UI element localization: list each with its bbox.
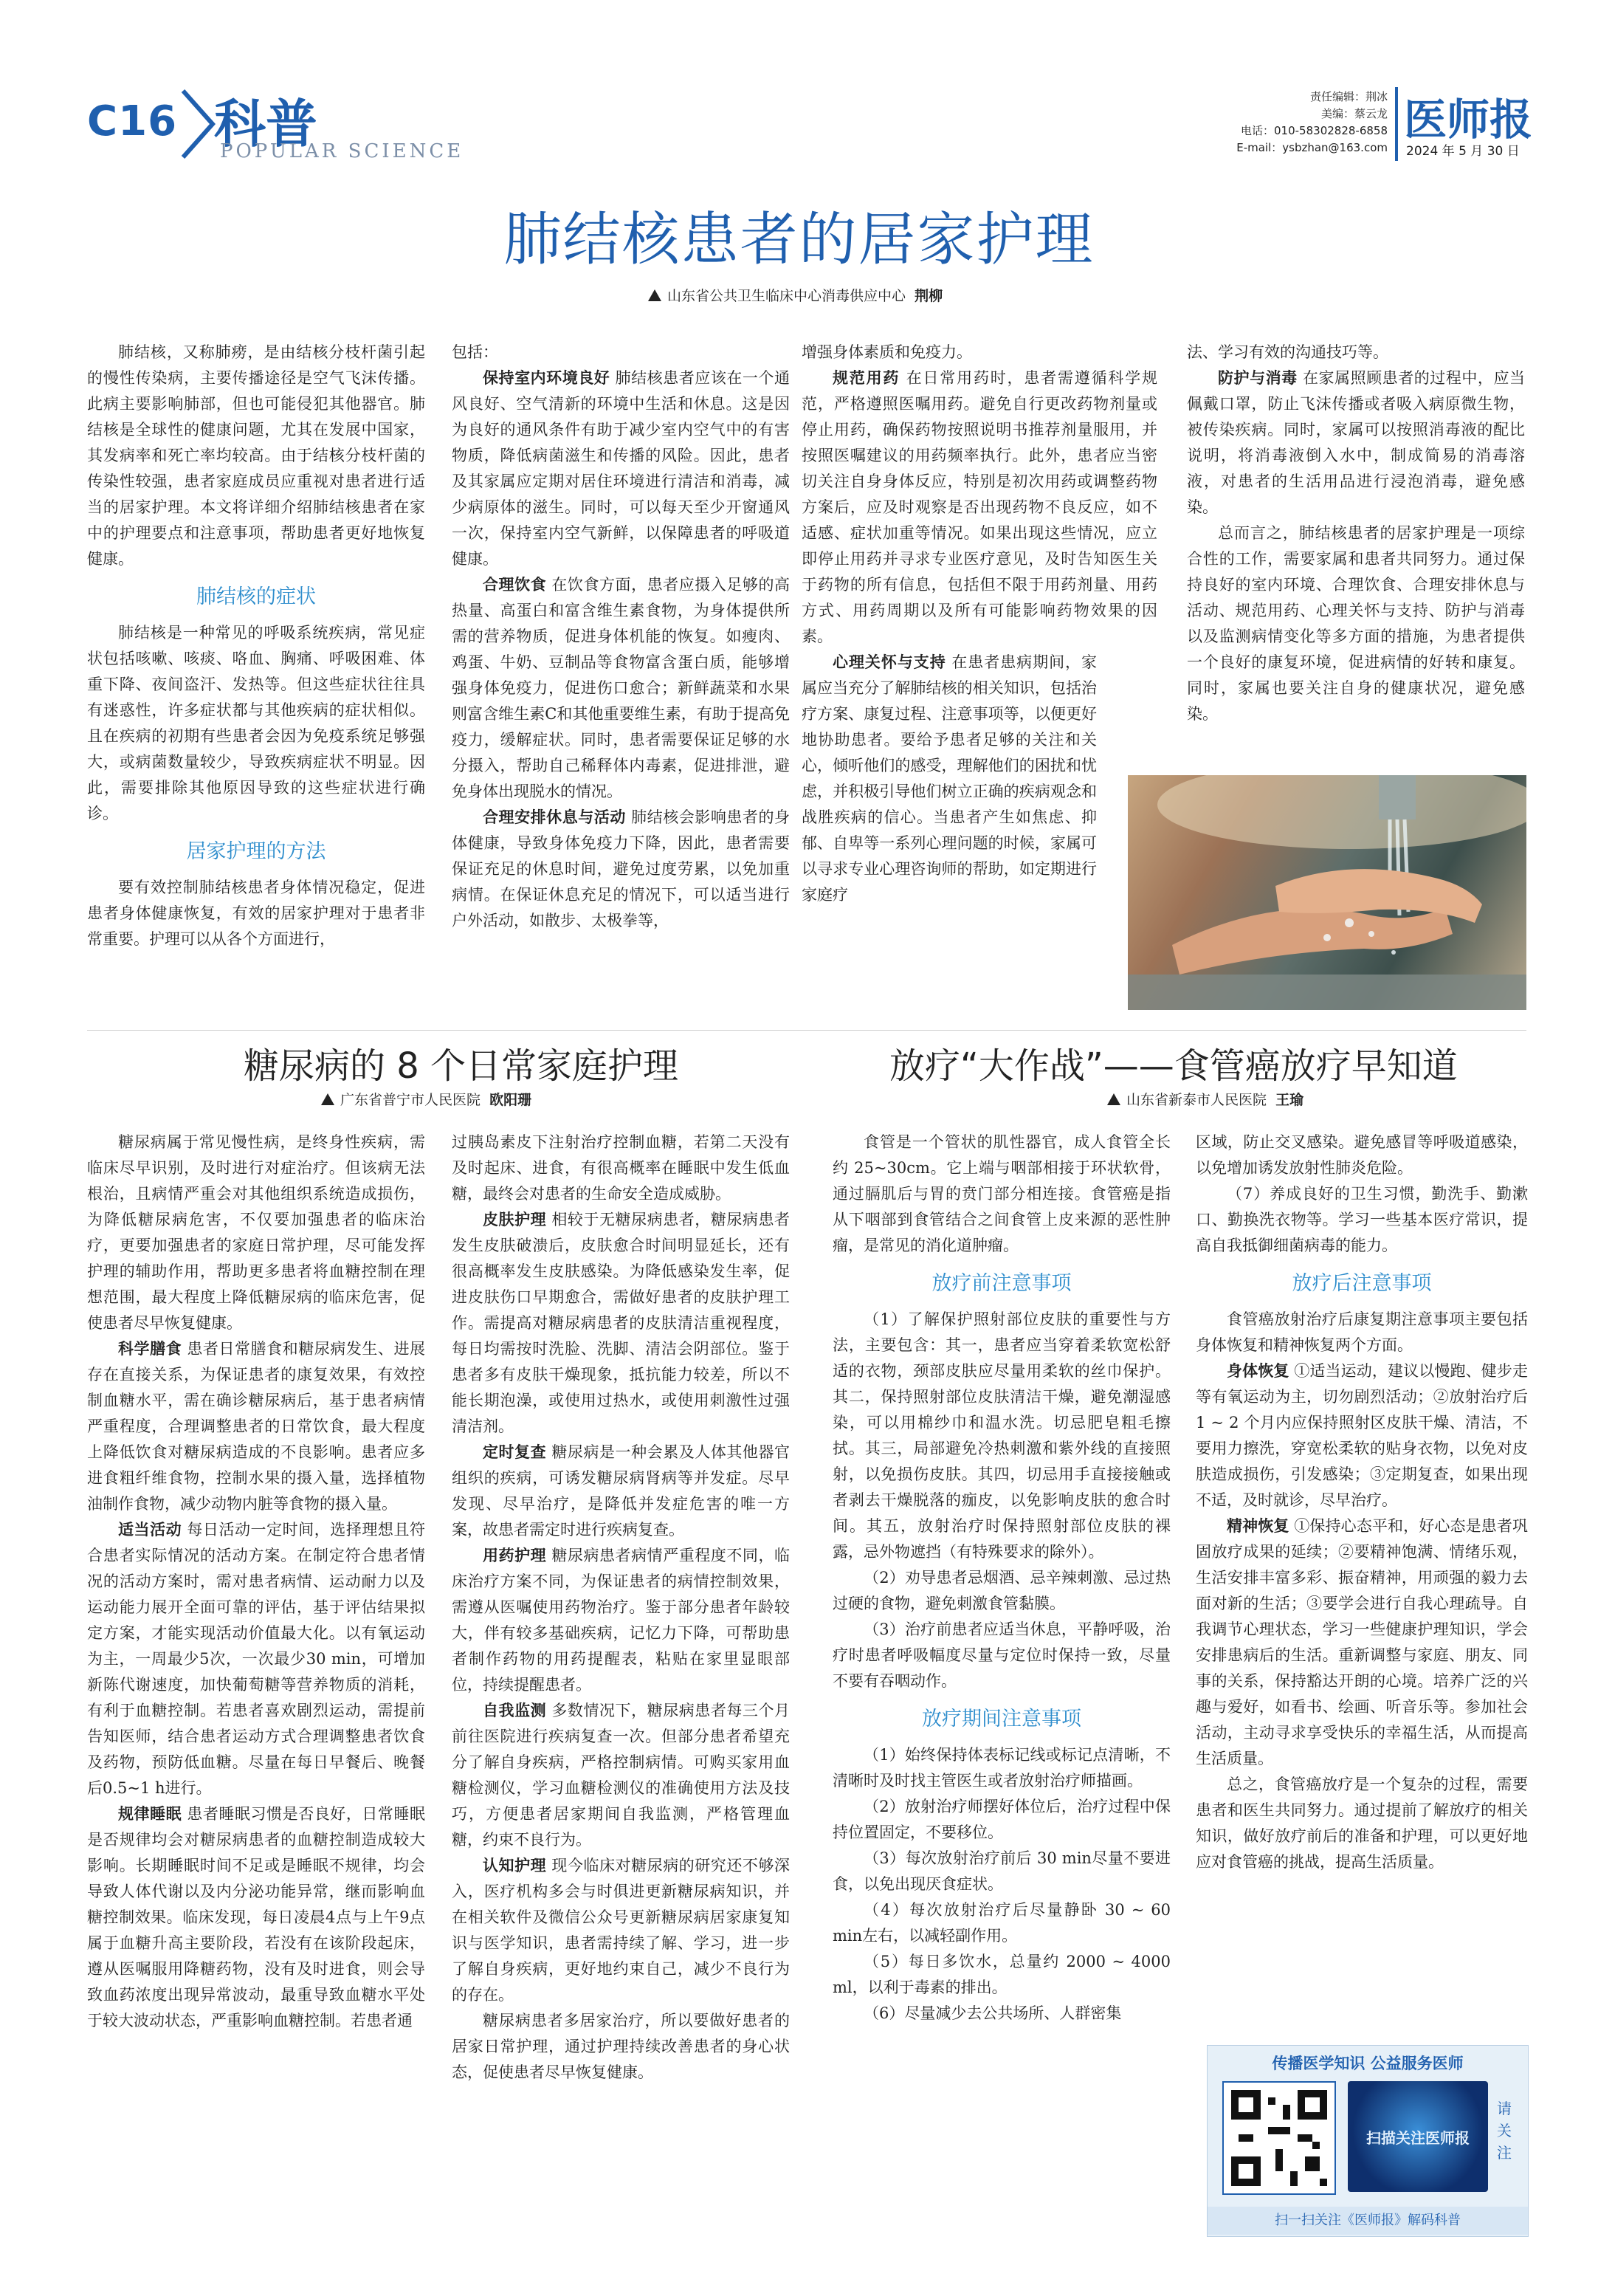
article-byline <box>648 285 943 305</box>
paragraph: 总之，食管癌放疗是一个复杂的过程，需要患者和医生共同努力。通过提前了解放疗的相关知识，做好放疗前后的准备和护理，可以更好地应对食管癌的挑战，提高生活质量。 <box>1196 1776 1528 1871</box>
article-title: 肺结核患者的居家护理 <box>503 207 1095 273</box>
promo-heading: 传播医学知识 公益服务医师 <box>1272 2055 1464 2072</box>
section-subtitle: POPULAR SCIENCE <box>220 140 464 162</box>
paragraph: 认知护理 现今临床对糖尿病的研究还不够深入，医疗机构多会与时俱进更新糖尿病知识，并在相关软件及微信公众号更新糖尿病居家康复知识与医学知识，患者需持续了解、学习，进一步了解自身疾病，更好地约束自己，减少不良行为的存在。 <box>452 1857 790 2004</box>
article-column <box>802 340 1157 908</box>
byline-org: 广东省普宁市人民医院 <box>340 1092 481 1108</box>
paragraph-lead: 认知护理 <box>483 1857 547 1874</box>
paragraph: 保持室内环境良好 肺结核患者应该在一个通风良好、空气清新的环境中生活和休息。这是因为良好的通风条件有助于减少室内空气中的有害物质，降低病菌滋生和传播的风险。因此，患者及其家属应定期对居住环境进行清洁和消毒，减少病原体的滋生。同时，可以每天至少开窗通风一次，保持室内空气新鲜，以保障患者的呼吸道健康。 <box>452 369 790 568</box>
paragraph: （1）始终保持体表标记线或标记点清晰，不清晰时及时找主管医生或者放射治疗师描画。 <box>833 1746 1171 1790</box>
section-heading: 肺结核的症状 <box>196 585 316 608</box>
editor-credit: 责任编辑：荆冰 <box>1309 90 1388 103</box>
paragraph-lead: 合理饮食 <box>483 576 547 594</box>
qr-code[interactable] <box>1222 2081 1336 2195</box>
byline-author: 欧阳珊 <box>489 1092 532 1108</box>
paragraph: 糖尿病患者多居家治疗，所以要做好患者的居家日常护理，通过护理持续改善患者的身心状态，促使患者尽早恢复健康。 <box>452 2012 790 2081</box>
article-byline <box>321 1089 531 1109</box>
paragraph-lead: 定时复查 <box>483 1443 547 1461</box>
article-column <box>87 1130 425 2034</box>
triangle-icon <box>648 289 661 301</box>
paragraph-lead: 心理关怀与支持 <box>833 653 946 671</box>
promo-box <box>1207 2045 1529 2237</box>
paragraph: （5）每日多饮水，总量约 2000 ~ 4000 ml，以利于毒素的排出。 <box>833 1953 1171 1996</box>
paragraph: 过胰岛素皮下注射治疗控制血糖，若第二天没有及时起床、进食，有很高概率在睡眠中发生低血糖，最终会对患者的生命安全造成威胁。 <box>452 1133 790 1203</box>
paragraph: （2）放射治疗师摆好体位后，治疗过程中保持位置固定，不要移位。 <box>833 1798 1171 1841</box>
paragraph: （1）了解保护照射部位皮肤的重要性与方法，主要包含：其一，患者应当穿着柔软宽松舒适的衣物，颈部皮肤应尽量用柔软的丝巾保护。其二，保持照射部位皮肤清洁干燥，避免潮湿感染，可以用棉纱巾和温水洗。切忌肥皂粗毛擦拭。其三，局部避免冷热刺激和紫外线的直接照射，以免损伤皮肤。其四，切忌用手直接接触或者剥去干燥脱落的痂皮，以免影响皮肤的愈合时间。其五，放射治疗时保持照射部位皮肤的裸露，忌外物遮挡（有特殊要求的除外）。 <box>833 1310 1171 1561</box>
paragraph: 合理饮食 在饮食方面，患者应摄入足够的高热量、高蛋白和富含维生素食物，为身体提供所需的营养物质，促进身体机能的恢复。如瘦肉、鸡蛋、牛奶、豆制品等食物富含蛋白质，能够增强身体免疫力，促进伤口愈合；新鲜蔬菜和水果则富含维生素C和其他重要维生素，有助于提高免疫力，缓解症状。同时，患者需要保证足够的水分摄入，帮助自己稀释体内毒素，促进排泄，避免身体出现脱水的情况。 <box>452 576 790 800</box>
byline-author: 荆柳 <box>915 288 943 304</box>
paragraph: 法、学习有效的沟通技巧等。 <box>1187 343 1388 361</box>
phone: 电话：010-58302828-6858 <box>1241 124 1388 137</box>
issue-date: 2024 年 5 月 30 日 <box>1406 144 1520 159</box>
paragraph: （6）尽量减少去公共场所、人群密集 <box>864 2004 1122 2022</box>
paragraph: 食管是一个管状的肌性器官，成人食管全长约 25~30cm。它上端与咽部相接于环状软骨，通过膈肌后与胃的贲门部分相连接。食管癌是指从下咽部到食管结合之间食管上皮来源的恶性肿瘤，是常见的消化道肿瘤。 <box>833 1133 1171 1254</box>
paragraph: 食管癌放射治疗后康复期注意事项主要包括身体恢复和精神恢复两个方面。 <box>1196 1310 1528 1354</box>
paragraph: 自我监测 多数情况下，糖尿病患者每三个月前往医院进行疾病复查一次。但部分患者希望充分了解自身疾病，严格控制病情。可购买家用血糖检测仪，学习血糖检测仪的准确使用方法及技巧，方便患者居家期间自我监测，严格管理血糖，约束不良行为。 <box>452 1702 790 1849</box>
promo-caption: 扫一扫关注《医师报》解码科普 <box>1208 2207 1528 2235</box>
paragraph: 总而言之，肺结核患者的居家护理是一项综合性的工作，需要家属和患者共同努力。通过保持良好的室内环境、合理饮食、合理安排休息与活动、规范用药、心理关怀与支持、防护与消毒以及监测病情变化等多方面的措施，为患者提供一个良好的康复环境，促进病情的好转和康复。同时，家属也要关注自身的健康状况，避免感染。 <box>1187 524 1525 723</box>
byline-org: 山东省公共卫生临床中心消毒供应中心 <box>667 288 906 304</box>
paragraph: 防护与消毒 在家属照顾患者的过程中，应当佩戴口罩，防止飞沫传播或者吸入病原微生物，被传染疾病。同时，家属可以按照消毒液的配比说明，将消毒液倒入水中，制成简易的消毒溶液，对患者的生活用品进行浸泡消毒，避免感染。 <box>1187 369 1525 516</box>
qr-code-icon <box>1224 2083 1334 2193</box>
paragraph: 皮肤护理 相较于无糖尿病患者，糖尿病患者发生皮肤破溃后，皮肤愈合时间明显延长，还有很高概率发生皮肤感染。为降低感染发生率，促进皮肤伤口早期愈合，需做好患者的皮肤护理工作。需提高对糖尿病患者的皮肤清洁重视程度，每日均需按时洗脸、洗脚、清洁会阴部位。鉴于患者多有皮肤干燥现象，抵抗能力较差，所以不能长期泡澡，或使用过热水，或使用刺激性过强清洁剂。 <box>452 1211 790 1435</box>
paragraph: 合理安排休息与活动 肺结核会影响患者的身体健康，导致身体免疫力下降，因此，患者需要保证充足的休息时间，避免过度劳累，以免加重病情。在保证休息充足的情况下，可以适当进行户外活动，如散步、太极拳等， <box>452 808 790 929</box>
paragraph: （2）劝导患者忌烟酒、忌辛辣刺激、忌过热过硬的食物，避免刺激食管黏膜。 <box>833 1569 1171 1612</box>
promo-image-text: 扫描关注医师报 <box>1366 2128 1470 2147</box>
section-heading: 放疗前注意事项 <box>931 1272 1072 1295</box>
article-column <box>452 340 790 934</box>
article-byline <box>1107 1089 1303 1109</box>
section-title: 科普 <box>214 94 317 154</box>
paragraph: 定时复查 糖尿病是一种会累及人体其他器官组织的疾病，可诱发糖尿病肾病等并发症。尽早发现、尽早治疗，是降低并发症危害的唯一方案，故患者需定时进行疾病复查。 <box>452 1443 790 1539</box>
designer-credit: 美编：蔡云龙 <box>1320 107 1388 120</box>
paragraph-lead: 合理安排休息与活动 <box>483 808 626 826</box>
article-column <box>1196 1130 1528 1875</box>
paragraph-lead: 用药护理 <box>483 1547 547 1564</box>
article-column <box>452 1130 790 2086</box>
paragraph: （3）每次放射治疗前后 30 min尽量不要进食，以免出现厌食症状。 <box>833 1849 1171 1893</box>
paragraph: 区域，防止交叉感染。避免感冒等呼吸道感染，以免增加诱发放射性肺炎危险。 <box>1196 1133 1528 1177</box>
paragraph: 适当活动 每日活动一定时间，选择理想且符合患者实际情况的活动方案。在制定符合患者情况的活动方案时，需对患者病情、运动耐力以及运动能力展开全面可靠的评估，基于评估结果拟定方案，才能实现活动价值最大化。以有氧运动为主，一周最少5次，一次最少30 min，可增加新陈代谢速度，加快葡萄糖等营养物质的消耗，有利于血糖控制。若患者喜欢剧烈运动，需提前告知医师，结合患者运动方式合理调整患者饮食及药物，预防低血糖。尽量在每日早餐后、晚餐后0.5~1 h进行。 <box>87 1521 425 1797</box>
paragraph: 规范用药 在日常用药时，患者需遵循科学规范，严格遵照医嘱用药。避免自行更改药物剂量或停止用药，确保药物按照说明书推荐剂量服用，并按照医嘱建议的用药频率执行。此外，患者应当密切关注自身身体反应，特别是初次用药或调整药物方案后，应及时观察是否出现药物不良反应，如不适感、症状加重等情况。如果出现这些情况，应立即停止用药并寻求专业医疗意见，及时告知医生关于药物的所有信息，包括但不限于用药剂量、用药方式、用药周期以及所有可能影响药物效果的因素。 <box>802 369 1158 645</box>
paragraph-lead: 保持室内环境良好 <box>483 369 610 387</box>
page-number: C16 <box>87 97 178 145</box>
paragraph-lead: 规律睡眠 <box>118 1805 182 1823</box>
article-column <box>1187 340 1525 727</box>
promo-image <box>1348 2081 1488 2192</box>
paragraph: 肺结核，又称肺痨，是由结核分枝杆菌引起的慢性传染病，主要传播途径是空气飞沫传播。此病主要影响肺部，但也可能侵犯其他器官。肺结核是全球性的健康问题，尤其在发展中国家，其发病率和死亡率均较高。由于结核分枝杆菌的传染性较强，患者家庭成员应重视对患者进行适当的居家护理。本文将详细介绍肺结核患者在家中的护理要点和注意事项，帮助患者更好地恢复健康。 <box>87 343 425 568</box>
paragraph: 规律睡眠 患者睡眠习惯是否良好，日常睡眠是否规律均会对糖尿病患者的血糖控制造成较大影响。长期睡眠时间不足或是睡眠不规律，均会导致人体代谢以及内分泌功能异常，继而影响血糖控制效果。临床发现，每日凌晨4点与上午9点属于血糖升高主要阶段，若没有在该阶段起床，遵从医嘱服用降糖药物，没有及时进食，则会导致血药浓度出现异常波动，最重导致血糖水平处于较大波动状态，严重影响血糖控制。若患者通 <box>87 1805 425 2029</box>
section-heading: 放疗期间注意事项 <box>922 1708 1081 1730</box>
byline-author: 王瑜 <box>1275 1092 1304 1108</box>
paragraph: （3）治疗前患者应适当休息，平静呼吸，治疗时患者呼吸幅度尽量与定位时保持一致，尽量不要有吞咽动作。 <box>833 1620 1171 1690</box>
paragraph: 用药护理 糖尿病患者病情严重程度不同，临床治疗方案不同，为保证患者的病情控制效果，需遵从医嘱使用药物治疗。鉴于部分患者年龄较大，伴有较多基础疾病，记忆力下降，可帮助患者制作药物的用药提醒表，粘贴在家里显眼部位，持续提醒患者。 <box>452 1547 790 1694</box>
paragraph: 增强身体素质和免疫力。 <box>802 343 972 361</box>
hands-water-illustration <box>1128 775 1526 1010</box>
paragraph: 包括： <box>452 343 498 361</box>
triangle-icon <box>321 1093 334 1105</box>
masthead-info <box>1151 89 1388 157</box>
paragraph: 身体恢复 ①适当运动，建议以慢跑、健步走等有氧运动为主，切勿剧烈活动；②放射治疗后 1 ~ 2 个月内应保持照射区皮肤干燥、清洁，不要用力擦洗，穿宽松柔软的贴身衣物，以免对皮肤造成损伤，引发感染；③定期复查，如果出现不适，及时就诊，尽早治疗。 <box>1196 1362 1529 1509</box>
paragraph: 科学膳食 患者日常膳食和糖尿病发生、进展存在直接关系，为保证患者的康复效果，有效控制血糖水平，需在确诊糖尿病后，基于患者病情严重程度，合理调整患者的日常饮食，最大程度上降低饮食对糖尿病造成的不良影响。患者应多进食粗纤维食物，控制水果的摄入量，选择植物油制作食物，减少动物内脏等食物的摄入量。 <box>87 1340 425 1513</box>
section-heading: 居家护理的方法 <box>186 840 326 863</box>
article-title: 糖尿病的 8 个日常家庭护理 <box>244 1045 679 1087</box>
article-title: 放疗“大作战”——食管癌放疗早知道 <box>889 1045 1458 1087</box>
paragraph: 肺结核是一种常见的呼吸系统疾病，常见症状包括咳嗽、咳痰、咯血、胸痛、呼吸困难、体重下降、夜间盗汗、发热等。但这些症状往往具有迷惑性，许多症状都与其他疾病的症状相似。且在疾病的初期有些患者会因为免疫系统足够强大，或病菌数量较少，导致疾病症状不明显。因此，需要排除其他原因导致的这些症状进行确诊。 <box>87 624 425 822</box>
article-column <box>87 340 425 952</box>
paragraph: 要有效控制肺结核患者身体情况稳定，促进患者身体健康恢复，有效的居家护理对于患者非常重要。护理可以从各个方面进行， <box>87 879 425 948</box>
email: E-mail：ysbzhan@163.com <box>1236 141 1388 154</box>
paragraph-lead: 自我监测 <box>483 1702 547 1719</box>
paragraph: 心理关怀与支持 在患者患病期间，家属应当充分了解肺结核的相关知识，包括治疗方案、康复过程、注意事项等，以便更好地协助患者。要给予患者足够的关注和关心，倾听他们的感受，理解他们的困扰和忧虑，并积极引导他们树立正确的疾病观念和战胜疾病的信心。当患者产生如焦虑、抑郁、自卑等一系列心理问题的时候，家属可以寻求专业心理咨询师的帮助，如定期进行家庭疗 <box>802 653 1097 904</box>
paragraph: （4）每次放射治疗后尽量静卧 30 ~ 60 min左右，以减轻副作用。 <box>833 1901 1171 1945</box>
promo-side-text: 请关注 <box>1497 2100 1512 2162</box>
paragraph-lead: 规范用药 <box>833 369 900 387</box>
paragraph-lead: 精神恢复 <box>1227 1517 1289 1535</box>
byline-org: 山东省新泰市人民医院 <box>1126 1092 1267 1108</box>
newspaper-logo: 医师报 <box>1404 94 1533 145</box>
divider <box>87 1030 1526 1031</box>
paragraph: 精神恢复 ①保持心态平和，好心态是患者巩固放疗成果的延续；②要精神饱满、情绪乐观，生活安排丰富多彩、振奋精神，用顽强的毅力去面对新的生活；③要学会进行自我心理疏导。自我调节心理状态，学习一些健康护理知识，学会安排患病后的生活。重新调整与家庭、朋友、同事的关系，保持豁达开朗的心境。培养广泛的兴趣与爱好，如看书、绘画、听音乐等。参加社会活动，主动寻求享受快乐的幸福生活，从而提高生活质量。 <box>1196 1517 1529 1767</box>
article-column <box>833 1130 1171 2027</box>
paragraph-lead: 身体恢复 <box>1227 1362 1289 1380</box>
triangle-icon <box>1107 1093 1120 1105</box>
paragraph-lead: 皮肤护理 <box>483 1211 547 1228</box>
paragraph: （7）养成良好的卫生习惯，勤洗手、勤漱口、勤换洗衣物等。学习一些基本医疗常识，提高自我抵御细菌病毒的能力。 <box>1196 1185 1528 1254</box>
paragraph: 糖尿病属于常见慢性病，是终身性疾病，需临床尽早识别，及时进行对症治疗。但该病无法根治，且病情严重会对其他组织系统造成损伤，为降低糖尿病危害，不仅要加强患者的临床治疗，更要加强患者的家庭日常护理，尽可能发挥护理的辅助作用，帮助更多患者将血糖控制在理想范围，最大程度上降低糖尿病的临床危害，促使患者尽早恢复健康。 <box>87 1133 425 1332</box>
handwashing-photo <box>1128 775 1526 1010</box>
paragraph-lead: 适当活动 <box>118 1521 182 1539</box>
paragraph-lead: 科学膳食 <box>118 1340 182 1358</box>
paragraph-lead: 防护与消毒 <box>1218 369 1298 387</box>
section-heading: 放疗后注意事项 <box>1292 1272 1432 1295</box>
masthead-divider <box>1395 87 1398 161</box>
